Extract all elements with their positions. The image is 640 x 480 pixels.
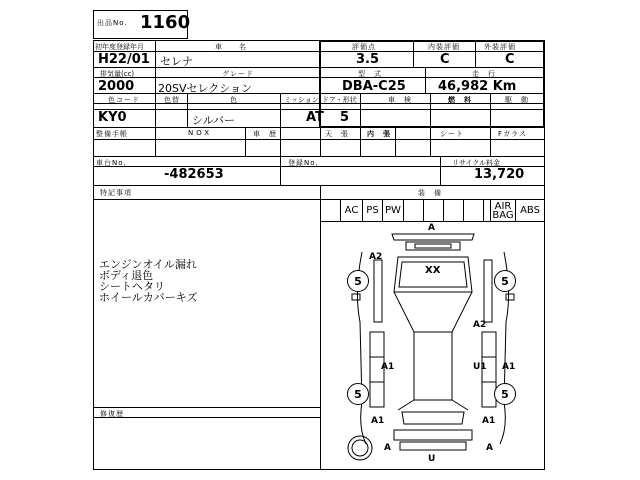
- front-bumper-outline: [392, 234, 474, 240]
- equipment-cell: [404, 200, 424, 221]
- rule: [187, 93, 188, 127]
- car-name-value: セレナ: [160, 55, 193, 68]
- displacement-label: 排気量(cc): [100, 70, 135, 78]
- rule: [475, 40, 476, 67]
- doors-value: 5: [340, 110, 350, 125]
- damage-rear-right: A1: [482, 416, 496, 426]
- exterior-grade-label: 外装評価: [484, 43, 516, 51]
- rule: [245, 127, 246, 156]
- tire-tread-front-right: 5: [494, 270, 516, 292]
- rule: [93, 156, 545, 157]
- exterior-grade-value: C: [505, 52, 515, 67]
- chassis-value: -482653: [164, 167, 224, 182]
- rule: [280, 156, 281, 185]
- interior-trim-label: 内 張: [367, 130, 391, 138]
- reg-date-label: 初年度登録年月: [95, 43, 144, 51]
- damage-rear-left-a: A: [384, 443, 391, 453]
- color-change-label: 色替: [164, 96, 180, 104]
- equipment-cell-ac: AC: [341, 200, 363, 221]
- damage-left-door: A1: [381, 362, 395, 372]
- rule: [490, 127, 491, 156]
- color-value: シルバー: [192, 114, 235, 127]
- equipment-cell-abs: ABS: [520, 205, 540, 216]
- interior-grade-value: C: [440, 52, 450, 67]
- lot-label: 出品No.: [97, 19, 128, 27]
- recycle-value: 13,720: [474, 167, 525, 182]
- equipment-cell-pw: PW: [383, 200, 404, 221]
- rule: [490, 93, 491, 127]
- rule: [413, 40, 414, 67]
- mileage-label: 走 行: [472, 70, 496, 78]
- damage-right-door: U1: [473, 362, 487, 372]
- tire-tread-front-left: 5: [347, 270, 369, 292]
- repair-history-label: 修復歴: [100, 410, 124, 418]
- rule: [280, 127, 281, 156]
- grade-value: 20SVセレクション: [158, 82, 253, 95]
- glass-label: Fガラス: [498, 130, 527, 138]
- equipment-cell-ps: PS: [363, 200, 383, 221]
- rule: [93, 417, 321, 418]
- rule: [155, 40, 156, 93]
- model-label: 型 式: [358, 70, 382, 78]
- fuel-label: 燃 料: [448, 96, 472, 104]
- drive-label: 駆 動: [505, 96, 529, 104]
- color-label: 色: [230, 96, 238, 104]
- nox-label: NOX: [188, 129, 213, 137]
- rule: [360, 127, 361, 156]
- equipment-cell: [484, 200, 491, 221]
- interior-grade-label: 内装評価: [428, 43, 460, 51]
- notes-label: 特記事項: [100, 189, 132, 197]
- damage-top: A: [428, 223, 435, 233]
- rule: [93, 407, 321, 408]
- front-grille-outline: [406, 242, 460, 250]
- remark-item: シートヘタリ: [99, 280, 165, 293]
- rule: [93, 139, 545, 140]
- reg-no-label: 登録No.: [288, 159, 319, 167]
- remark-item: ボディ退色: [99, 269, 154, 282]
- remark-item: エンジンオイル漏れ: [99, 258, 197, 271]
- grade-label: グレード: [222, 70, 254, 78]
- rule: [440, 156, 441, 185]
- rule: [430, 93, 431, 127]
- equipment-cell: [444, 200, 464, 221]
- roof-outline: [414, 332, 452, 400]
- displacement-value: 2000: [98, 79, 135, 94]
- color-code-value: KY0: [98, 110, 127, 125]
- equipment-cell: [424, 200, 444, 221]
- damage-right-side: A2: [473, 320, 487, 330]
- damage-right-rear: A1: [502, 362, 516, 372]
- rule: [155, 93, 156, 127]
- rule: [320, 185, 321, 470]
- model-value: DBA-C25: [342, 79, 406, 94]
- equipment-cell-airbag: AIR BAG: [491, 200, 516, 221]
- color-code-label: 色コード: [108, 96, 140, 104]
- rule: [425, 67, 426, 93]
- manual-label: 整備手帳: [96, 130, 128, 138]
- equipment-cell: [320, 200, 341, 221]
- mission-label: ミッション: [284, 96, 319, 104]
- damage-left-rear: A1: [371, 416, 385, 426]
- rule: [280, 93, 281, 127]
- chassis-label: 車台No.: [96, 159, 127, 167]
- car-diagram: [322, 222, 544, 469]
- equipment-cell: [464, 200, 484, 221]
- recycle-label: リサイクル料金: [452, 159, 501, 167]
- rear-bumper-outline: [394, 430, 472, 440]
- rear-window-outline: [402, 412, 464, 424]
- damage-bottom: U: [428, 454, 436, 464]
- seat-label: シート: [440, 130, 464, 138]
- damage-bonnet: XX: [425, 265, 441, 276]
- score-value: 3.5: [356, 52, 380, 67]
- rule: [320, 127, 321, 156]
- reg-date-value: H22/01: [98, 52, 150, 67]
- car-name-label: 車 名: [215, 43, 247, 51]
- remark-item: ホイールカバーキズ: [99, 291, 198, 304]
- tire-tread-rear-left: 5: [347, 383, 369, 405]
- score-label: 評価点: [352, 43, 376, 51]
- damage-front-left: A2: [369, 252, 383, 262]
- inspection-label: 車 検: [388, 96, 412, 104]
- history-label: 車 歴: [253, 130, 277, 138]
- mission-value: AT: [306, 110, 324, 125]
- damage-rear-right-a: A: [486, 443, 493, 453]
- rule: [395, 127, 396, 156]
- rule: [93, 185, 545, 186]
- rule: [430, 127, 431, 156]
- equipment-label: 装 備: [418, 189, 442, 197]
- lot-number: 1160: [140, 12, 191, 33]
- roof-label: 天 張: [325, 130, 349, 138]
- rule: [360, 93, 361, 127]
- rule: [155, 127, 156, 156]
- tire-tread-rear-right: 5: [494, 383, 516, 405]
- mileage-value: 46,982 Km: [438, 79, 517, 94]
- doors-label: ドア・形状: [322, 96, 357, 104]
